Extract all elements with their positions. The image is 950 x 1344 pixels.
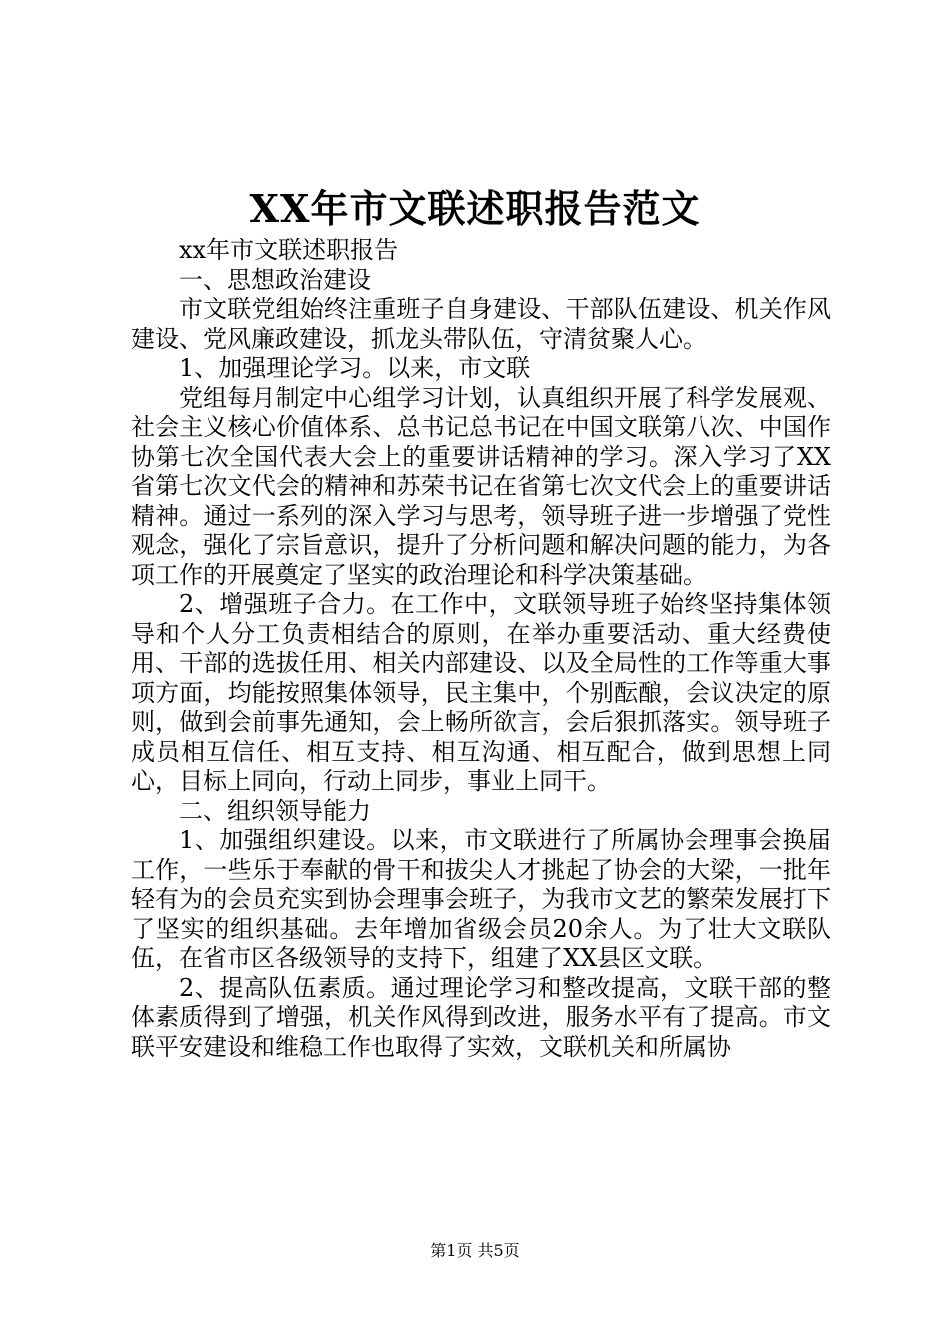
section-heading-2: 二、组织领导能力 bbox=[179, 796, 371, 825]
paragraph: 党组每月制定中心组学习计划，认真组织开展了科学发展观、社会主义核心价值体系、总书记总书记在中国文联第八次、中国作协第七次全国代表大会上的重要讲话精神的学习。深入学习了XX省第七次文代会的精神和苏荣书记在省第七次文代会上的重要讲话精神。通过一系列的深入学习与思考，领导班子进一步增强了党性观念，强化了宗旨意识，提升了分析问题和解决问题的能力，为各项工作的开展奠定了坚实的政治理论和科学决策基础。 bbox=[131, 383, 831, 589]
section-heading-1: 一、思想政治建设 bbox=[179, 265, 371, 294]
document-title: XX年市文联述职报告范文 bbox=[249, 186, 701, 231]
page-number: 第1页 共5页 bbox=[430, 1241, 520, 1260]
paragraph-subtitle: xx年市文联述职报告 bbox=[179, 236, 399, 264]
paragraph: 2、提高队伍素质。通过理论学习和整改提高，文联干部的整体素质得到了增强，机关作风得到改进，服务水平有了提高。市文联平安建设和维稳工作也取得了实效，文联机关和所属协 bbox=[131, 973, 831, 1061]
paragraph: 2、增强班子合力。在工作中，文联领导班子始终坚持集体领导和个人分工负责相结合的原则，在举办重要活动、重大经费使用、干部的选拔任用、相关内部建设、以及全局性的工作等重大事项方面，均能按照集体领导，民主集中，个别酝酿，会议决定的原则，做到会前事先通知，会上畅所欲言，会后狠抓落实。领导班子成员相互信任、相互支持、相互沟通、相互配合，做到思想上同心，目标上同向，行动上同步，事业上同干。 bbox=[131, 590, 831, 795]
subsection-heading: 1、加强理论学习。以来，市文联 bbox=[179, 354, 531, 382]
document-body bbox=[131, 236, 831, 1062]
paragraph: 1、加强组织建设。以来，市文联进行了所属协会理事会换届工作，一些乐于奉献的骨干和拔尖人才挑起了协会的大梁，一批年轻有为的会员充实到协会理事会班子，为我市文艺的繁荣发展打下了坚实的组织基础。去年增加省级会员20余人。为了壮大文联队伍，在省市区各级领导的支持下，组建了XX县区文联。 bbox=[131, 826, 831, 972]
paragraph: 市文联党组始终注重班子自身建设、干部队伍建设、机关作风建设、党风廉政建设，抓龙头带队伍，守清贫聚人心。 bbox=[131, 295, 831, 353]
